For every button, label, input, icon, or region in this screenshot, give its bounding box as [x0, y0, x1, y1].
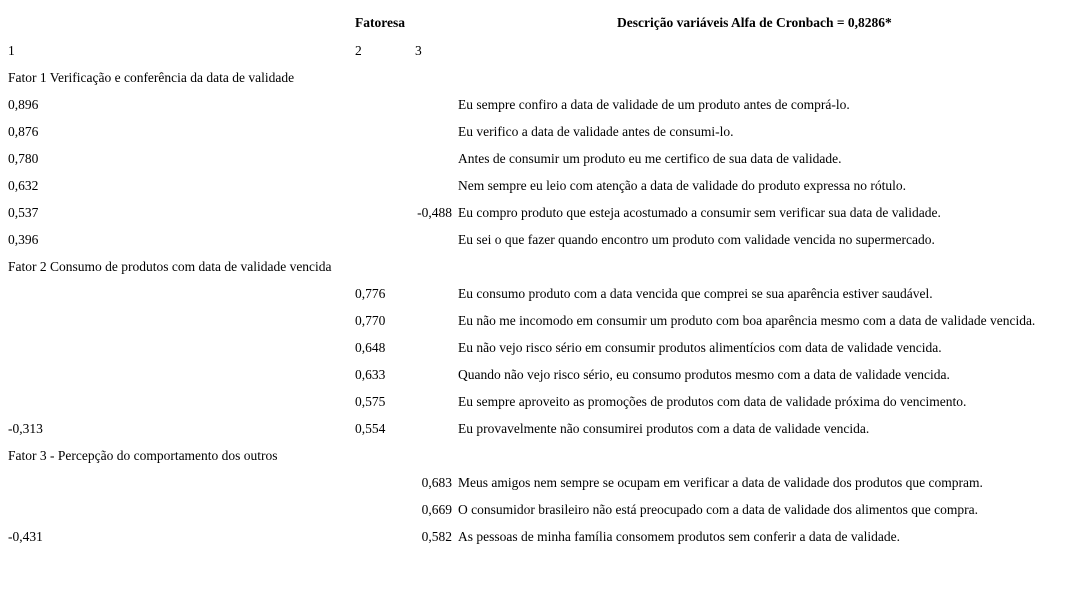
- table-row: [0, 388, 1075, 415]
- loading-factor-2: 0,776: [355, 286, 386, 301]
- column-header-2: 2: [355, 43, 362, 58]
- table-row: [0, 334, 1075, 361]
- table-row: [0, 496, 1075, 523]
- loading-factor-1: -0,431: [8, 529, 43, 544]
- factor-1-title: Fator 1 Verificação e conferência da data de validade: [8, 70, 295, 85]
- table-row: [0, 172, 1075, 199]
- loading-factor-2: 0,770: [355, 313, 386, 328]
- table-row: [0, 307, 1075, 334]
- variable-description: Eu não vejo risco sério em consumir produtos alimentícios com data de validade vencida.: [458, 340, 942, 355]
- loading-factor-1: 0,632: [8, 178, 39, 193]
- table-row: [0, 361, 1075, 388]
- header-description-label: Descrição variáveis Alfa de Cronbach = 0,8286*: [617, 15, 892, 30]
- variable-description: Nem sempre eu leio com atenção a data de validade do produto expressa no rótulo.: [458, 178, 906, 193]
- loading-factor-2: 0,648: [355, 340, 386, 355]
- column-header-1: 1: [8, 43, 15, 58]
- variable-description: Eu não me incomodo em consumir um produto com boa aparência mesmo com a data de validade vencida.: [458, 313, 1036, 328]
- loading-factor-3: -0,488: [417, 205, 452, 220]
- loading-factor-1: 0,537: [8, 205, 39, 220]
- variable-description: Quando não vejo risco sério, eu consumo produtos mesmo com a data de validade vencida.: [458, 367, 950, 382]
- variable-description: Eu sei o que fazer quando encontro um produto com validade vencida no supermercado.: [458, 232, 935, 247]
- factor-2-title: Fator 2 Consumo de produtos com data de validade vencida: [8, 259, 332, 274]
- variable-description: O consumidor brasileiro não está preocupado com a data de validade dos alimentos que compra.: [458, 502, 978, 517]
- table-row: [0, 145, 1075, 172]
- top-spacer: [0, 0, 1075, 8]
- variable-description: Eu sempre confiro a data de validade de um produto antes de comprá-lo.: [458, 97, 850, 112]
- variable-description: Antes de consumir um produto eu me certifico de sua data de validade.: [458, 151, 842, 166]
- table-row: [0, 415, 1075, 442]
- table-row: [0, 469, 1075, 496]
- variable-description: Eu consumo produto com a data vencida que comprei se sua aparência estiver saudável.: [458, 286, 933, 301]
- loading-factor-1: 0,896: [8, 97, 39, 112]
- table-column-number-row: [0, 37, 1075, 64]
- loading-factor-3: 0,669: [421, 502, 452, 517]
- loading-factor-3: 0,683: [421, 475, 452, 490]
- loading-factor-3: 0,582: [421, 529, 452, 544]
- loading-factor-2: 0,554: [355, 421, 386, 436]
- loading-factor-1: 0,876: [8, 124, 39, 139]
- loading-factor-1: 0,780: [8, 151, 39, 166]
- variable-description: Eu compro produto que esteja acostumado a consumir sem verificar sua data de validade.: [458, 205, 941, 220]
- loading-factor-2: 0,633: [355, 367, 386, 382]
- table-row: [0, 523, 1075, 550]
- loading-factor-1: -0,313: [8, 421, 43, 436]
- variable-description: Meus amigos nem sempre se ocupam em verificar a data de validade dos produtos que compram.: [458, 475, 983, 490]
- table-row: [0, 226, 1075, 253]
- factor-group-title-row: [0, 253, 1075, 280]
- variable-description: As pessoas de minha família consomem produtos sem conferir a data de validade.: [458, 529, 900, 544]
- variable-description: Eu sempre aproveito as promoções de produtos com data de validade próxima do vencimento.: [458, 394, 967, 409]
- column-header-3: 3: [415, 43, 422, 58]
- table-row: [0, 199, 1075, 226]
- variable-description: Eu provavelmente não consumirei produtos com a data de validade vencida.: [458, 421, 870, 436]
- table-header-row: [0, 8, 1075, 37]
- header-factors-label: Fatoresa: [355, 15, 405, 30]
- factor-group-title-row: [0, 442, 1075, 469]
- factor-group-title-row: [0, 64, 1075, 91]
- loading-factor-2: 0,575: [355, 394, 386, 409]
- factor-3-title: Fator 3 - Percepção do comportamento dos outros: [8, 448, 278, 463]
- loading-factor-1: 0,396: [8, 232, 39, 247]
- table-row: [0, 91, 1075, 118]
- variable-description: Eu verifico a data de validade antes de consumi-lo.: [458, 124, 734, 139]
- table-row: [0, 118, 1075, 145]
- table-row: [0, 280, 1075, 307]
